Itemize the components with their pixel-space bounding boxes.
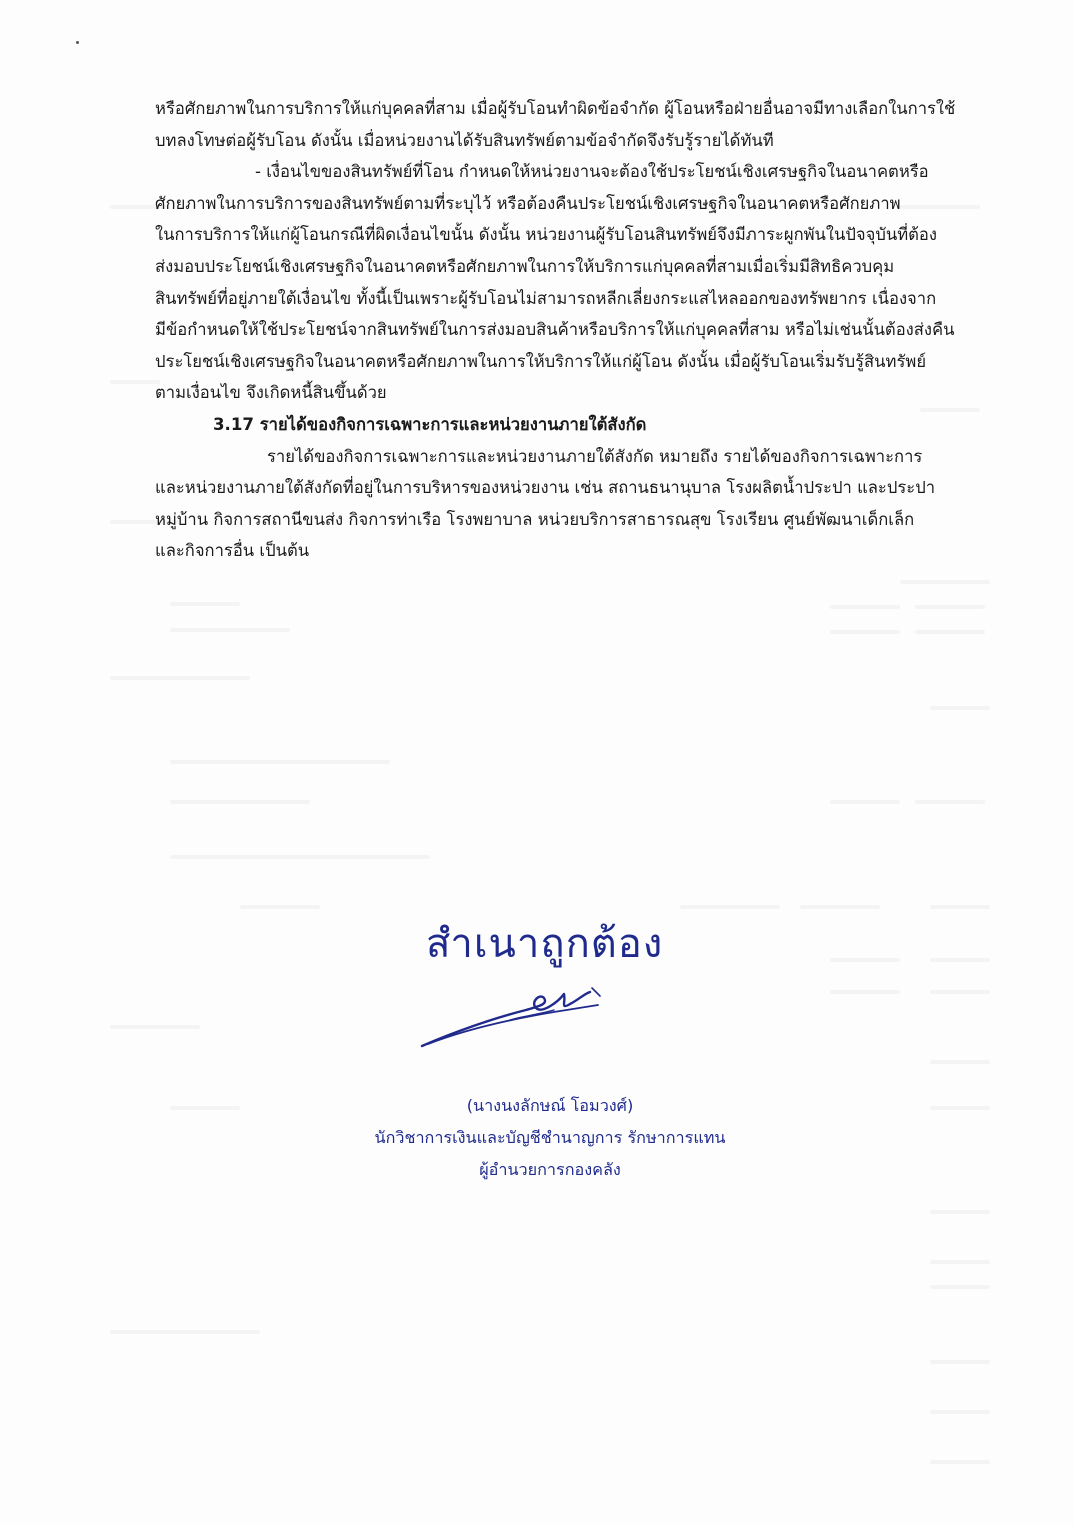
- paragraph-1-line: หรือศักยภาพในการบริการให้แก่บุคคลที่สาม เมื่อผู้รับโอนทำผิดข้อจำกัด ผู้โอนหรือฝ่ายอื่นอาจมีทางเลือกในการใช้: [155, 99, 956, 118]
- signer-block: [300, 1090, 800, 1186]
- paragraph-2-line: มีข้อกำหนดให้ใช้ประโยชน์จากสินทรัพย์ในการส่งมอบสินค้าหรือบริการให้แก่บุคคลที่สาม หรือไม่เช่นนั้นต้องส่งคืน: [155, 320, 955, 340]
- paragraph-2-line: สินทรัพย์ที่อยู่ภายใต้เงื่อนไข ทั้งนี้เป็นเพราะผู้รับโอนไม่สามารถหลีกเลี่ยงกระแสไหลออกของทรัพยากร เนื่องจาก: [155, 288, 937, 308]
- signer-position-2: ผู้อำนวยการกองคลัง: [479, 1160, 621, 1179]
- paragraph-2-line: - เงื่อนไขของสินทรัพย์ที่โอน กำหนดให้หน่วยงานจะต้องใช้ประโยชน์เชิงเศรษฐกิจในอนาคตหรือ: [255, 162, 929, 182]
- scan-speck: [76, 41, 79, 44]
- signer-position: นักวิชาการเงินและบัญชีชำนาญการ รักษาการแทน: [374, 1128, 726, 1147]
- certified-copy-stamp: สำเนาถูกต้อง: [426, 921, 664, 967]
- document-body: [155, 93, 995, 567]
- paragraph-2-line: ส่งมอบประโยชน์เชิงเศรษฐกิจในอนาคตหรือศักยภาพในการให้บริการแก่บุคคลที่สามเมื่อเริ่มมีสิทธิควบคุม: [155, 256, 895, 276]
- paragraph-3-line: และกิจการอื่น เป็นต้น: [155, 541, 310, 561]
- paragraph-1-line: บทลงโทษต่อผู้รับโอน ดังนั้น เมื่อหน่วยงานได้รับสินทรัพย์ตามข้อจำกัดจึงรับรู้รายได้ทันที: [155, 130, 774, 150]
- section-heading: 3.17 รายได้ของกิจการเฉพาะการและหน่วยงานภายใต้สังกัด: [213, 414, 647, 434]
- paragraph-3-line: หมู่บ้าน กิจการสถานีขนส่ง กิจการท่าเรือ โรงพยาบาล หน่วยบริการสาธารณสุข โรงเรียน ศูนย์พัฒนาเด็กเล็ก: [155, 509, 915, 529]
- paragraph-2-line: ในการบริการให้แก่ผู้โอนกรณีที่ผิดเงื่อนไขนั้น ดังนั้น หน่วยงานผู้รับโอนสินทรัพย์จึงมีภาระผูกพันในปัจจุบันที่ต้อง: [155, 225, 937, 245]
- handwritten-signature: [414, 980, 614, 1060]
- paragraph-2-line: ประโยชน์เชิงเศรษฐกิจในอนาคตหรือศักยภาพในการให้บริการให้แก่ผู้โอน ดังนั้น เมื่อผู้รับโอนเริ่มรับรู้สินทรัพย์: [155, 351, 927, 371]
- paragraph-2-line: ศักยภาพในการบริการของสินทรัพย์ตามที่ระบุไว้ หรือต้องคืนประโยชน์เชิงเศรษฐกิจในอนาคตหรือศักยภาพ: [155, 193, 901, 213]
- signer-name: (นางนงลักษณ์ โอมวงศ์): [466, 1096, 634, 1115]
- paragraph-2-line: ตามเงื่อนไข จึงเกิดหนี้สินขึ้นด้วย: [155, 383, 387, 403]
- paragraph-3-line: รายได้ของกิจการเฉพาะการและหน่วยงานภายใต้สังกัด หมายถึง รายได้ของกิจการเฉพาะการ: [267, 446, 923, 466]
- paragraph-3-line: และหน่วยงานภายใต้สังกัดที่อยู่ในการบริหารของหน่วยงาน เช่น สถานธนานุบาล โรงผลิตน้ำประปา และประปา: [155, 478, 936, 498]
